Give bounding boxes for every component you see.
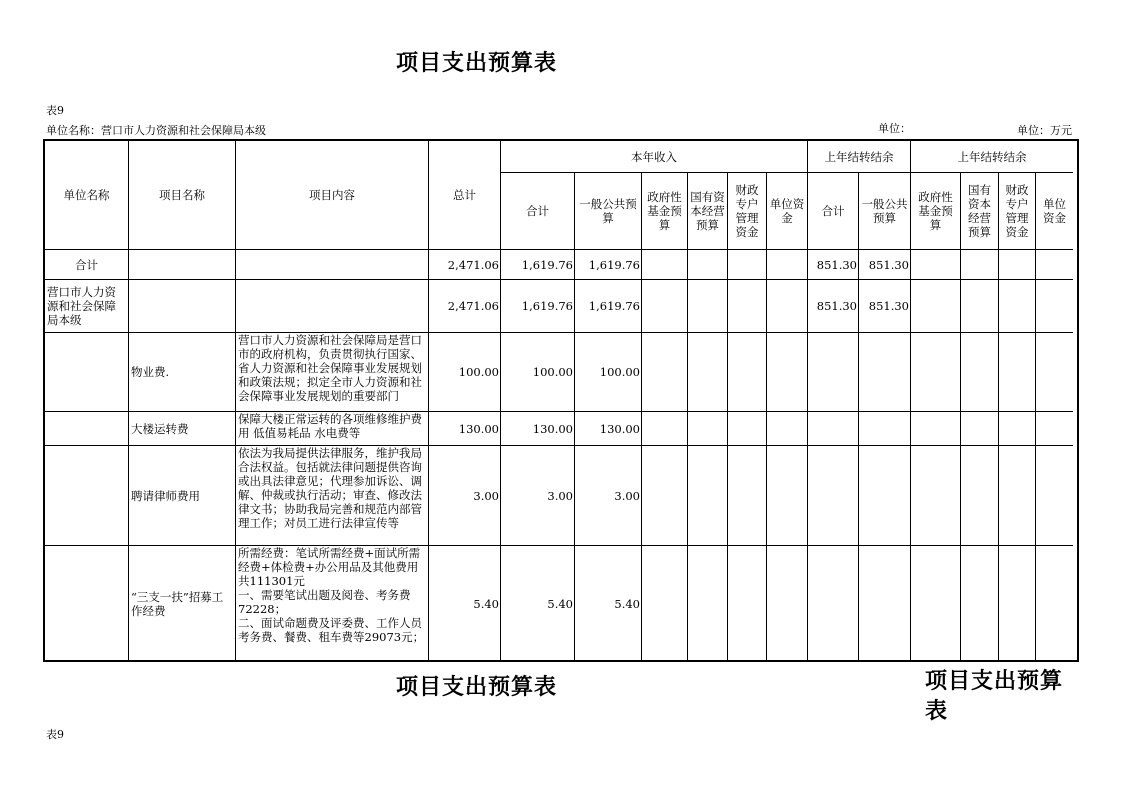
header-general-budget: 一般公共预算 <box>575 173 642 250</box>
cell-empty <box>1036 333 1073 412</box>
header-gov-fund: 政府性基金预算 <box>642 173 688 250</box>
cell-empty <box>767 446 808 546</box>
header-current-income: 本年收入 <box>501 141 808 173</box>
header-co-state-capital: 国有资本经营预算 <box>961 173 999 250</box>
cell-empty <box>767 250 808 280</box>
cell-project: 大楼运转费 <box>129 412 236 446</box>
cell-project <box>129 280 236 333</box>
cell-empty <box>728 280 767 333</box>
header-carryover-2: 上年结转结余 <box>911 141 1073 173</box>
cell-empty <box>999 546 1036 662</box>
cell-empty <box>728 333 767 412</box>
cell-project: “三支一扶”招募工作经费 <box>129 546 236 662</box>
cell-empty <box>1036 250 1073 280</box>
cell-empty <box>688 333 728 412</box>
header-co-fiscal-special: 财政专户管理资金 <box>999 173 1036 250</box>
cell-empty <box>728 446 767 546</box>
footer-title-center: 项目支出预算表 <box>396 674 558 700</box>
cell-empty <box>859 446 911 546</box>
cell-unit <box>45 333 129 412</box>
cell-content: 保障大楼正常运转的各项维修维护费用 低值易耗品 水电费等 <box>236 412 429 446</box>
budget-table <box>43 139 1079 662</box>
page-title: 项目支出预算表 <box>396 50 558 76</box>
cell-content: 营口市人力资源和社会保障局是营口市的政府机构，负责贯彻执行国家、省人力资源和社会保障事业发展规划和政策法规；拟定全市人力资源和社会保障事业发展规划的重要部门 <box>236 333 429 412</box>
cell-empty <box>961 412 999 446</box>
cell-sum: 1,619.76 <box>501 280 575 333</box>
cell-empty <box>911 333 961 412</box>
cell-empty <box>642 446 688 546</box>
cell-sum: 130.00 <box>501 412 575 446</box>
cell-total: 2,471.06 <box>429 280 501 333</box>
cell-empty <box>688 412 728 446</box>
header-unit-name: 单位名称 <box>45 141 129 250</box>
cell-empty <box>808 412 859 446</box>
header-co-unit-fund: 单位资金 <box>1036 173 1073 250</box>
cell-empty <box>999 280 1036 333</box>
footer-title-right: 项目支出预算表 <box>925 668 1064 724</box>
cell-project <box>129 250 236 280</box>
cell-empty <box>961 546 999 662</box>
cell-general: 3.00 <box>575 446 642 546</box>
unit-name-label: 单位名称：营口市人力资源和社会保障局本级 <box>46 124 266 137</box>
cell-empty <box>808 333 859 412</box>
footer-table-number: 表9 <box>46 728 64 741</box>
header-project-content: 项目内容 <box>236 141 429 250</box>
cell-project: 聘请律师费用 <box>129 446 236 546</box>
cell-sum: 1,619.76 <box>501 250 575 280</box>
cell-sum: 100.00 <box>501 333 575 412</box>
cell-empty <box>642 250 688 280</box>
header-sum: 合计 <box>501 173 575 250</box>
cell-empty <box>767 412 808 446</box>
header-co-gov-fund: 政府性基金预算 <box>911 173 961 250</box>
cell-empty <box>728 412 767 446</box>
cell-co-sum: 851.30 <box>808 280 859 333</box>
cell-empty <box>961 446 999 546</box>
cell-empty <box>808 446 859 546</box>
cell-co-general: 851.30 <box>859 280 911 333</box>
cell-empty <box>1036 412 1073 446</box>
header-carryover-1: 上年结转结余 <box>808 141 911 173</box>
cell-empty <box>859 333 911 412</box>
cell-empty <box>1036 546 1073 662</box>
cell-content: 所需经费：笔试所需经费+面试所需经费+体检费+办公用品及其他费用共111301元 一、需要笔试出题及阅卷、考务费72228； 二、面试命题费及评委费、工作人员考务费、餐费、租车费等29073元； <box>236 546 429 662</box>
cell-unit <box>45 412 129 446</box>
cell-unit: 营口市人力资源和社会保障局本级 <box>45 280 129 333</box>
cell-empty <box>688 546 728 662</box>
cell-empty <box>999 333 1036 412</box>
header-fiscal-special: 财政专户管理资金 <box>728 173 767 250</box>
cell-empty <box>859 546 911 662</box>
cell-co-general: 851.30 <box>859 250 911 280</box>
cell-empty <box>642 280 688 333</box>
cell-total: 5.40 <box>429 546 501 662</box>
cell-general: 1,619.76 <box>575 280 642 333</box>
cell-empty <box>911 546 961 662</box>
cell-empty <box>767 333 808 412</box>
cell-unit <box>45 446 129 546</box>
cell-content <box>236 250 429 280</box>
cell-empty <box>859 412 911 446</box>
cell-empty <box>642 333 688 412</box>
cell-empty <box>961 280 999 333</box>
cell-unit <box>45 546 129 662</box>
unit-small-label: 单位： <box>878 122 911 135</box>
cell-sum: 3.00 <box>501 446 575 546</box>
cell-empty <box>999 250 1036 280</box>
cell-general: 100.00 <box>575 333 642 412</box>
cell-unit: 合计 <box>45 250 129 280</box>
cell-content <box>236 280 429 333</box>
cell-general: 5.40 <box>575 546 642 662</box>
cell-empty <box>688 250 728 280</box>
cell-total: 2,471.06 <box>429 250 501 280</box>
cell-general: 1,619.76 <box>575 250 642 280</box>
cell-empty <box>911 446 961 546</box>
cell-empty <box>767 546 808 662</box>
cell-general: 130.00 <box>575 412 642 446</box>
cell-empty <box>999 446 1036 546</box>
cell-empty <box>911 280 961 333</box>
cell-co-sum: 851.30 <box>808 250 859 280</box>
cell-empty <box>728 250 767 280</box>
table-number: 表9 <box>46 104 64 117</box>
cell-empty <box>911 412 961 446</box>
header-total: 总计 <box>429 141 501 250</box>
cell-empty <box>728 546 767 662</box>
header-co-general: 一般公共预算 <box>859 173 911 250</box>
cell-empty <box>911 250 961 280</box>
cell-content: 依法为我局提供法律服务，维护我局合法权益。包括就法律问题提供咨询或出具法律意见；代理参加诉讼、调解、仲裁或执行活动；审查、修改法律文书；协助我局完善和规范内部管理工作；对员工进行法律宣传等 <box>236 446 429 546</box>
header-unit-fund: 单位资金 <box>767 173 808 250</box>
cell-empty <box>999 412 1036 446</box>
cell-total: 130.00 <box>429 412 501 446</box>
cell-empty <box>808 546 859 662</box>
cell-empty <box>642 546 688 662</box>
unit-right-label: 单位：万元 <box>1017 124 1072 137</box>
cell-total: 3.00 <box>429 446 501 546</box>
header-co-sum: 合计 <box>808 173 859 250</box>
cell-empty <box>1036 446 1073 546</box>
header-state-capital: 国有资本经营预算 <box>688 173 728 250</box>
cell-empty <box>767 280 808 333</box>
cell-project: 物业费. <box>129 333 236 412</box>
cell-empty <box>961 333 999 412</box>
cell-empty <box>642 412 688 446</box>
cell-empty <box>1036 280 1073 333</box>
cell-empty <box>688 446 728 546</box>
cell-empty <box>961 250 999 280</box>
cell-sum: 5.40 <box>501 546 575 662</box>
header-project-name: 项目名称 <box>129 141 236 250</box>
cell-total: 100.00 <box>429 333 501 412</box>
cell-empty <box>688 280 728 333</box>
